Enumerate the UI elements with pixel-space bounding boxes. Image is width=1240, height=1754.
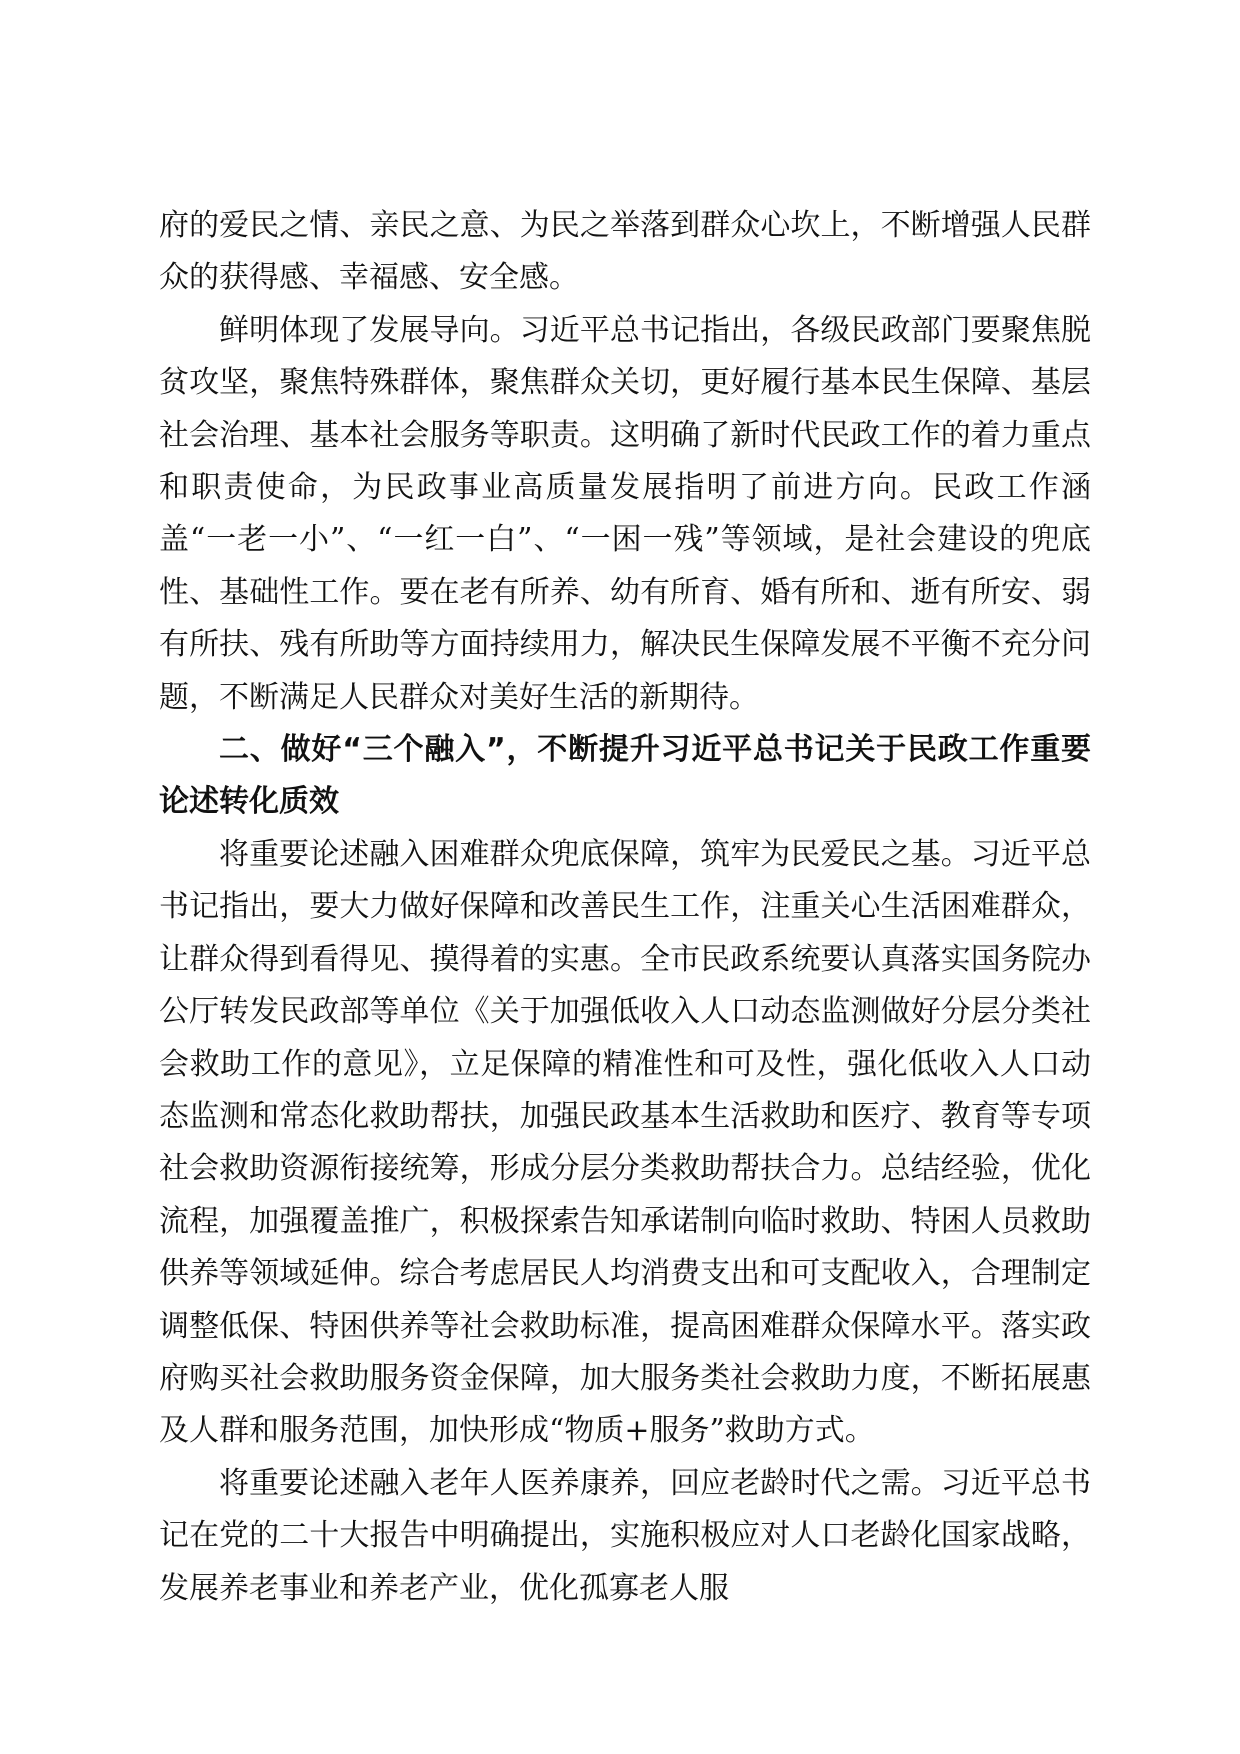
section-heading: 二、做好“三个融入”，不断提升习近平总书记关于民政工作重要论述转化质效 [159,732,1091,820]
paragraph-assistance-guarantee: 将重要论述融入困难群众兜底保障，筑牢为民爱民之基。习近平总书记指出，要大力做好保障和改善民生工作，注重关心生活困难群众，让群众得到看得见、摸得着的实惠。全市民政系统要认真落实国务院办公厅转发民政部等单位《关于加强低收入人口动态监测做好分层分类社会救助工作的意见》，立足保障的精准性和可及性，强化低收入人口动态监测和常态化救助帮扶，加强民政基本生活救助和医疗、教育等专项社会救助资源衔接统筹，形成分层分类救助帮扶合力。总结经验，优化流程，加强覆盖推广，积极探索告知承诺制向临时救助、特困人员救助供养等领域延伸。综合考虑居民人均消费支出和可支配收入，合理制定调整低保、特困供养等社会救助标准，提高困难群众保障水平。落实政府购买社会救助服务资金保障，加大服务类社会救助力度，不断拓展惠及人群和服务范围，加快形成“物质+服务”救助方式。 [159,836,1091,1449]
paragraph-continuation: 府的爱民之情、亲民之意、为民之举落到群众心坎上，不断增强人民群众的获得感、幸福感、安全感。 [159,208,1091,296]
paragraph-development-orientation: 鲜明体现了发展导向。习近平总书记指出，各级民政部门要聚焦脱贫攻坚，聚焦特殊群体，聚焦群众关切，更好履行基本民生保障、基层社会治理、基本社会服务等职责。这明确了新时代民政工作的着力重点和职责使命，为民政事业高质量发展指明了前进方向。民政工作涵盖“一老一小”、“一红一白”、“一困一残”等领域，是社会建设的兜底性、基础性工作。要在老有所养、幼有所育、婚有所和、逝有所安、弱有所扶、残有所助等方面持续用力，解决民生保障发展不平衡不充分问题，不断满足人民群众对美好生活的新期待。 [159,312,1091,715]
paragraph-elderly-care: 将重要论述融入老年人医养康养，回应老龄时代之需。习近平总书记在党的二十大报告中明确提出，实施积极应对人口老龄化国家战略，发展养老事业和养老产业，优化孤寡老人服 [159,1465,1091,1606]
document-page [159,200,1091,1615]
